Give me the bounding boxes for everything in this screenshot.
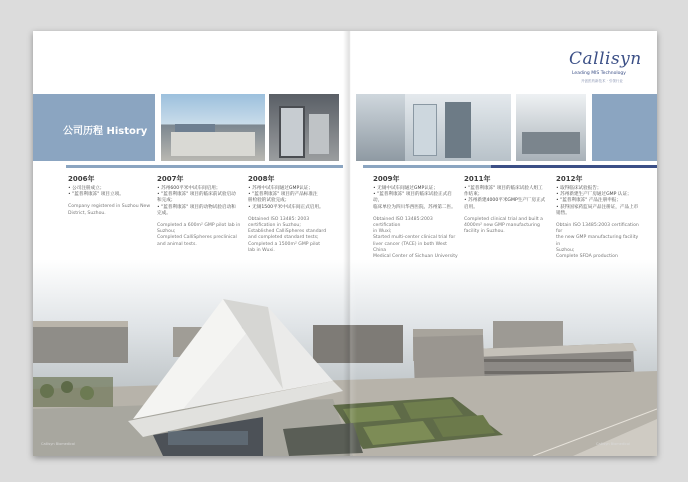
timeline-text-line: • "蓝普利康冻" 产品注册申报； — [556, 198, 621, 204]
timeline-text-line: 册检验的试验完成； — [248, 198, 290, 204]
timeline-text-line: District, Suzhou. — [68, 210, 106, 216]
timeline-text-line: Suzhou; — [157, 229, 176, 235]
timeline-text-line: Completed clinical trial and built a — [464, 216, 543, 222]
timeline-text-line: • 公司注册成立； — [68, 186, 105, 191]
timeline-text-line: 完成。 — [157, 210, 171, 216]
timeline-text-line: Established CalliSpheres standard — [248, 229, 327, 235]
timeline-text-line: Obtain ISO 13485:2003 certification for — [556, 223, 639, 235]
timeline-text-line: lab in Wuxi. — [248, 247, 275, 253]
section-title: 公司历程 History — [63, 126, 148, 137]
timeline-year: 2012年 — [556, 175, 583, 183]
timeline-text-line: 4000m² new GMP manufacturing — [464, 223, 540, 229]
timeline-text-line: • 无锡中试车间通过GMP认证； — [373, 186, 438, 191]
timeline-text-line: • 苏州600平米中试车间启用； — [157, 186, 221, 191]
brand-tagline: Leading MIS Technology — [572, 71, 626, 76]
timeline-text-line: • 取得临床试验报告； — [556, 186, 602, 191]
timeline-text-line: Obtained ISO 13485: 2003 — [248, 216, 310, 222]
timeline-text-line: Completed a 600m² GMP pilot lab in — [157, 223, 241, 229]
timeline-text-line: 和完成； — [157, 198, 176, 204]
timeline-text-line: in Wuxi; — [373, 229, 392, 235]
brand-name: Callisyn — [569, 49, 642, 69]
timeline-text-line: Completed a 1500m² GMP pilot — [248, 241, 321, 247]
footer-right: Callisyn Biomedical — [596, 442, 631, 446]
timeline-text-line: Company registered in Suzhou New — [68, 204, 151, 210]
timeline-text-line: 销售。 — [556, 210, 570, 216]
timeline-text-line: Obtained ISO 13485:2003 certification — [373, 216, 433, 229]
timeline-text-line: Suzhou; — [556, 247, 575, 253]
timeline-text-line: liver cancer (TACE) in both West China — [373, 241, 447, 253]
timeline-bar-left — [66, 165, 343, 168]
timeline-entry — [373, 175, 459, 273]
timeline-year: 2011年 — [464, 175, 491, 183]
timeline-text-line: the new GMP manufacturing facility in — [556, 235, 639, 247]
timeline-text-line: Completed CalliSpheres preclinical — [157, 235, 237, 241]
brand-logo — [569, 49, 649, 91]
timeline-entry — [157, 175, 243, 248]
timeline-year: 2006年 — [68, 175, 95, 183]
timeline-text-line: Medical Center of Sichuan University — [373, 254, 458, 260]
brand-subtitle: 开创医药新技术 · 引领行业 — [581, 79, 623, 83]
timeline-text-line: • "蓝普利康冻" 项目的临床试验正式启动， — [373, 192, 452, 204]
timeline-text-line: Started multi-center clinical trial for — [373, 235, 456, 241]
photo-lab-entrance — [269, 94, 339, 161]
photo-lab-bench — [516, 94, 586, 161]
timeline-text-line: 作结束； — [464, 192, 483, 198]
timeline-text-line: • 无锡1500平米中试车间正式启用。 — [248, 204, 324, 210]
timeline-text-line: • "蓝普利康冻" 项目的临床试验人组工 — [464, 186, 543, 191]
photo-lab-corridor — [356, 94, 411, 161]
timeline-text-line: and animal tests. — [157, 241, 197, 247]
timeline-text-line: • 获得国家药监局产品注册证，产品上市 — [556, 204, 639, 210]
timeline-entry — [248, 175, 334, 254]
photo-cleanroom — [405, 94, 511, 161]
header-band-right — [592, 94, 657, 161]
timeline-text-line: and completed standard tests; — [248, 235, 319, 241]
timeline-text-line: • 苏州新建生产厂房通过GMP 认证； — [556, 192, 632, 198]
photo-building-exterior — [161, 94, 265, 161]
timeline-bar-accent — [491, 165, 657, 168]
timeline-text-line: • 苏州中试车间通过GMP认证； — [248, 186, 313, 191]
timeline-text-line: • "蓝普利康冻" 项目的临床前试验启动 — [157, 192, 236, 198]
timeline-text-line: 临床单位为四川华西医院、苏州第二医。 — [373, 204, 456, 210]
timeline-year: 2008年 — [248, 175, 275, 183]
timeline-text-line: • 苏州新建4000平米GMP生产厂房正式 — [464, 198, 546, 204]
timeline-bar-right — [363, 165, 491, 168]
brochure-spread — [33, 31, 657, 456]
timeline-text-line: Complete SFDA production — [556, 254, 618, 260]
timeline-year: 2009年 — [373, 175, 400, 183]
footer-left: Callisyn Biomedical — [41, 442, 76, 446]
spine-gutter — [343, 31, 357, 456]
timeline-text-line: • "蓝普利康冻" 项目立项。 — [68, 192, 124, 198]
timeline-text-line: • "蓝普利康冻" 项目的产品标准注 — [248, 192, 318, 198]
timeline-text-line: facility in Suzhou. — [464, 229, 505, 235]
section-header-band — [33, 94, 155, 161]
timeline-text-line: 启用。 — [464, 204, 478, 210]
timeline-year: 2007年 — [157, 175, 184, 183]
timeline-text-line: • "蓝普利康冻" 项目的动物试验启动和 — [157, 204, 236, 210]
timeline-entry — [68, 175, 154, 217]
timeline-entry — [464, 175, 550, 235]
timeline-text-line: certification in Suzhou; — [248, 223, 301, 229]
